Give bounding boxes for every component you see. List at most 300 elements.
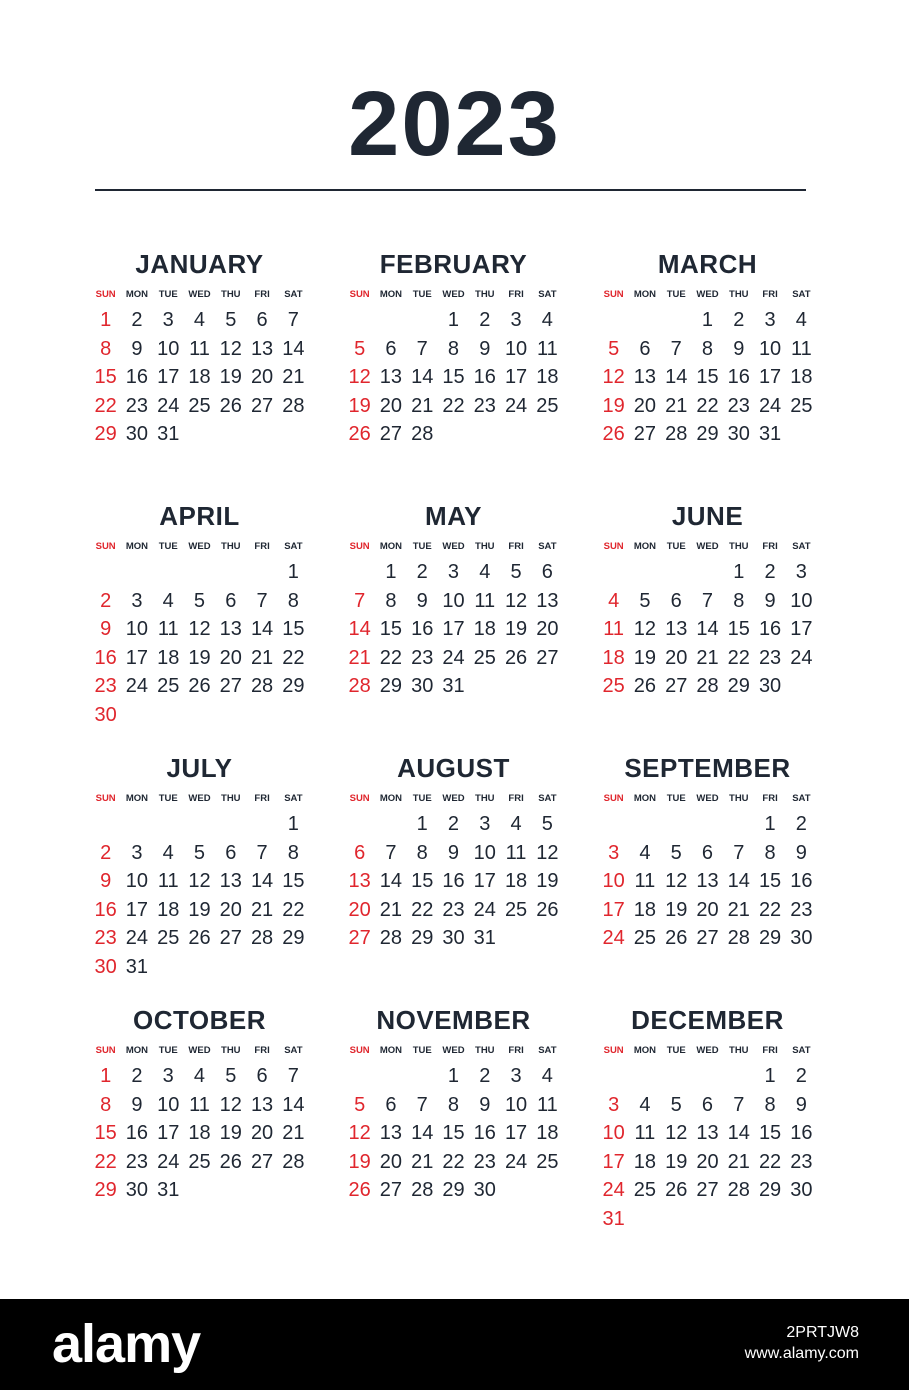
- weekday-label: THU: [729, 289, 749, 300]
- day-number: 16: [758, 618, 782, 640]
- weekday-label: FRI: [254, 289, 270, 300]
- day-grid: [598, 558, 817, 701]
- day-number: 25: [157, 927, 180, 949]
- day-number: 23: [790, 1150, 813, 1173]
- day-number: 29: [727, 675, 750, 697]
- day-number: 26: [633, 675, 657, 697]
- day-number: 24: [125, 675, 149, 697]
- weekday-label: FRI: [508, 541, 524, 552]
- day-number: 1: [733, 561, 745, 583]
- day-number: 22: [94, 394, 117, 417]
- day-number: 10: [504, 1093, 528, 1116]
- day-number: 24: [602, 1179, 625, 1201]
- day-number: 17: [602, 898, 625, 921]
- weekday-label: SUN: [95, 793, 116, 804]
- weekday-label: MON: [125, 541, 148, 552]
- day-number: 27: [696, 1179, 719, 1201]
- day-number: 23: [442, 898, 465, 921]
- empty-day: [598, 810, 629, 839]
- weekday-label: TUE: [666, 289, 686, 300]
- empty-day: [692, 1062, 723, 1091]
- day-number: 9: [479, 1093, 491, 1116]
- day-number: 8: [447, 1093, 460, 1116]
- month-name: FEBRUARY: [379, 249, 528, 279]
- empty-day: [598, 1062, 629, 1091]
- day-number: 20: [219, 898, 242, 921]
- day-number: 7: [385, 841, 397, 864]
- day-number: 17: [790, 618, 813, 640]
- day-number: 22: [411, 898, 434, 921]
- empty-day: [153, 558, 184, 587]
- empty-day: [344, 1062, 375, 1091]
- day-number: 8: [287, 841, 299, 864]
- day-number: 7: [701, 589, 714, 612]
- day-number: 1: [764, 1065, 776, 1087]
- day-number: 16: [727, 366, 750, 388]
- weekday-label: WED: [188, 289, 211, 300]
- day-number: 21: [250, 898, 274, 921]
- day-number: 6: [701, 1093, 714, 1116]
- day-number: 30: [94, 703, 117, 726]
- day-number: 1: [287, 813, 299, 835]
- month-name: DECEMBER: [631, 1005, 784, 1035]
- weekday-label: THU: [221, 289, 241, 300]
- alamy-logo: alamy: [52, 1314, 201, 1374]
- day-number: 9: [100, 618, 112, 640]
- day-number: 18: [790, 366, 813, 388]
- day-number: 30: [473, 1179, 496, 1201]
- day-number: 11: [157, 618, 179, 640]
- empty-day: [344, 558, 375, 587]
- day-number: 23: [94, 675, 117, 697]
- day-number: 17: [473, 870, 496, 892]
- day-number: 29: [758, 1179, 782, 1201]
- day-number: 10: [602, 1122, 625, 1144]
- empty-day: [121, 810, 152, 839]
- day-number: 23: [790, 898, 813, 921]
- day-number: 8: [100, 1093, 112, 1116]
- weekday-label: FRI: [762, 1045, 778, 1056]
- weekday-label: SAT: [792, 289, 811, 300]
- day-number: 21: [411, 394, 434, 417]
- day-number: 28: [379, 927, 403, 949]
- empty-day: [215, 558, 246, 587]
- empty-day: [344, 810, 375, 839]
- weekday-label: FRI: [254, 541, 270, 552]
- day-number: 2: [795, 1065, 807, 1087]
- day-number: 19: [536, 870, 559, 892]
- day-number: 31: [473, 927, 496, 949]
- day-number: 5: [354, 1093, 366, 1116]
- weekday-label: WED: [442, 289, 465, 300]
- day-number: 6: [385, 337, 397, 360]
- day-number: 19: [188, 898, 211, 921]
- weekday-label: WED: [442, 793, 465, 804]
- weekday-label: FRI: [254, 793, 270, 804]
- day-number: 14: [282, 1093, 305, 1116]
- day-number: 9: [100, 870, 112, 892]
- day-number: 24: [602, 927, 625, 949]
- day-number: 24: [758, 394, 782, 417]
- month-name: MAY: [425, 501, 482, 531]
- day-number: 15: [282, 870, 305, 892]
- day-number: 23: [473, 394, 496, 417]
- day-number: 17: [125, 646, 149, 669]
- day-number: 25: [536, 1150, 559, 1173]
- day-number: 3: [162, 1065, 174, 1087]
- day-number: 24: [790, 646, 813, 669]
- weekday-label: THU: [221, 793, 241, 804]
- day-number: 16: [125, 366, 149, 388]
- day-grid: [344, 810, 563, 953]
- day-number: 20: [633, 394, 657, 417]
- day-number: 21: [727, 898, 750, 921]
- day-number: 26: [665, 927, 688, 949]
- day-number: 12: [348, 366, 371, 388]
- day-number: 23: [94, 927, 117, 949]
- month-march: [598, 248, 817, 500]
- day-grid: [598, 1062, 817, 1233]
- day-number: 29: [379, 675, 403, 697]
- day-number: 31: [442, 675, 465, 697]
- day-number: 5: [225, 1065, 237, 1087]
- empty-day: [153, 810, 184, 839]
- weekday-label: THU: [729, 1045, 749, 1056]
- day-number: 7: [287, 1065, 299, 1087]
- day-number: 5: [354, 337, 366, 360]
- day-number: 31: [125, 955, 149, 978]
- day-number: 2: [100, 589, 112, 612]
- day-number: 3: [162, 309, 174, 331]
- day-number: 27: [348, 927, 371, 949]
- day-number: 7: [416, 1093, 428, 1116]
- empty-day: [629, 1062, 660, 1091]
- empty-day: [375, 306, 406, 335]
- weekday-header: [344, 792, 563, 806]
- footer-info: [745, 1323, 859, 1365]
- weekday-header: [90, 792, 309, 806]
- day-number: 25: [473, 646, 496, 669]
- day-number: 30: [790, 927, 813, 949]
- day-number: 28: [348, 675, 371, 697]
- month-name: JUNE: [671, 501, 744, 531]
- day-number: 19: [188, 646, 211, 669]
- weekday-label: SUN: [349, 289, 370, 300]
- day-number: 18: [536, 366, 559, 388]
- day-number: 9: [416, 589, 428, 612]
- day-number: 2: [131, 1065, 143, 1087]
- empty-day: [246, 810, 277, 839]
- day-grid: [90, 810, 309, 981]
- empty-day: [629, 558, 660, 587]
- year-title: 2023: [348, 73, 561, 175]
- day-number: 5: [608, 337, 620, 360]
- day-number: 10: [157, 1093, 180, 1116]
- day-number: 5: [670, 841, 682, 864]
- day-number: 17: [157, 1122, 180, 1144]
- weekday-label: TUE: [158, 289, 178, 300]
- day-number: 22: [758, 1150, 782, 1173]
- weekday-label: SAT: [792, 1045, 811, 1056]
- weekday-label: TUE: [666, 1045, 686, 1056]
- day-number: 4: [639, 841, 651, 864]
- weekday-label: MON: [379, 793, 402, 804]
- empty-day: [629, 810, 660, 839]
- day-number: 3: [131, 841, 143, 864]
- day-number: 25: [602, 675, 625, 697]
- day-number: 6: [639, 337, 651, 360]
- day-number: 9: [795, 841, 807, 864]
- day-number: 1: [701, 309, 714, 331]
- weekday-label: THU: [475, 289, 495, 300]
- day-number: 11: [505, 841, 527, 864]
- day-number: 24: [125, 927, 149, 949]
- day-number: 16: [411, 618, 434, 640]
- day-number: 13: [250, 1093, 274, 1116]
- day-number: 21: [379, 898, 403, 921]
- day-number: 10: [602, 870, 625, 892]
- day-number: 19: [504, 618, 528, 640]
- day-number: 3: [447, 561, 460, 583]
- weekday-label: WED: [188, 541, 211, 552]
- day-number: 26: [504, 646, 528, 669]
- day-number: 27: [219, 675, 242, 697]
- day-number: 7: [256, 841, 268, 864]
- day-number: 17: [504, 366, 528, 388]
- footer-bar: [0, 1299, 909, 1390]
- months-grid: [90, 248, 817, 1256]
- day-number: 27: [250, 394, 274, 417]
- day-number: 4: [541, 1065, 553, 1087]
- day-number: 4: [510, 813, 522, 835]
- day-number: 13: [696, 870, 719, 892]
- day-number: 11: [536, 337, 558, 360]
- day-number: 6: [256, 309, 268, 331]
- day-number: 30: [442, 927, 465, 949]
- day-number: 30: [727, 423, 750, 445]
- day-number: 12: [633, 618, 657, 640]
- day-number: 10: [504, 337, 528, 360]
- weekday-label: SUN: [349, 541, 370, 552]
- month-name: AUGUST: [397, 753, 510, 783]
- day-number: 5: [510, 561, 522, 583]
- weekday-label: FRI: [762, 541, 778, 552]
- weekday-header: [598, 288, 817, 302]
- day-number: 6: [225, 841, 237, 864]
- day-number: 16: [790, 870, 813, 892]
- day-number: 28: [665, 423, 688, 445]
- empty-day: [692, 810, 723, 839]
- day-number: 16: [94, 898, 117, 921]
- day-number: 4: [479, 561, 491, 583]
- weekday-label: SAT: [538, 1045, 557, 1056]
- day-number: 29: [411, 927, 434, 949]
- day-number: 28: [411, 1179, 434, 1201]
- day-number: 14: [696, 618, 719, 640]
- day-number: 28: [727, 927, 750, 949]
- day-number: 20: [379, 1150, 403, 1173]
- weekday-label: SAT: [284, 793, 303, 804]
- day-number: 3: [131, 589, 143, 612]
- day-number: 9: [795, 1093, 807, 1116]
- weekday-header: [598, 792, 817, 806]
- day-number: 5: [193, 589, 206, 612]
- day-number: 3: [608, 841, 620, 864]
- day-number: 13: [665, 618, 688, 640]
- day-number: 14: [348, 618, 371, 640]
- weekday-label: THU: [475, 1045, 495, 1056]
- day-number: 26: [348, 1179, 371, 1201]
- day-number: 30: [758, 675, 782, 697]
- weekday-label: FRI: [254, 1045, 270, 1056]
- empty-day: [598, 558, 629, 587]
- day-number: 8: [287, 589, 299, 612]
- day-number: 17: [125, 898, 149, 921]
- day-number: 25: [790, 394, 813, 417]
- day-number: 5: [670, 1093, 682, 1116]
- empty-day: [246, 558, 277, 587]
- weekday-label: FRI: [508, 793, 524, 804]
- weekday-label: THU: [729, 541, 749, 552]
- day-number: 23: [758, 646, 782, 669]
- day-number: 18: [157, 646, 180, 669]
- day-number: 6: [354, 841, 366, 864]
- weekday-label: SAT: [284, 1045, 303, 1056]
- day-number: 15: [442, 366, 465, 388]
- day-number: 26: [348, 423, 371, 445]
- day-number: 4: [639, 1093, 651, 1116]
- empty-day: [661, 810, 692, 839]
- month-name: NOVEMBER: [376, 1005, 531, 1035]
- month-september: [598, 752, 817, 1004]
- day-number: 19: [633, 646, 657, 669]
- day-number: 18: [633, 898, 657, 921]
- weekday-header: [598, 540, 817, 554]
- day-number: 10: [758, 337, 782, 360]
- day-number: 19: [219, 1122, 242, 1144]
- day-number: 2: [764, 561, 776, 583]
- day-number: 21: [665, 394, 688, 417]
- day-number: 13: [348, 870, 371, 892]
- weekday-label: FRI: [508, 289, 524, 300]
- day-number: 3: [510, 1065, 522, 1087]
- day-number: 4: [193, 1065, 206, 1087]
- day-number: 28: [250, 675, 274, 697]
- weekday-header: [90, 1044, 309, 1058]
- day-number: 22: [94, 1150, 117, 1173]
- weekday-label: TUE: [412, 541, 432, 552]
- day-number: 11: [603, 618, 625, 640]
- weekday-label: MON: [633, 1045, 656, 1056]
- day-number: 27: [250, 1150, 274, 1173]
- day-number: 7: [287, 309, 299, 331]
- day-number: 4: [541, 309, 553, 331]
- day-number: 3: [608, 1093, 620, 1116]
- empty-day: [692, 558, 723, 587]
- day-grid: [344, 1062, 563, 1205]
- day-grid: [598, 306, 817, 449]
- day-number: 31: [758, 423, 782, 445]
- day-number: 15: [696, 366, 719, 388]
- day-number: 4: [162, 841, 174, 864]
- day-number: 21: [696, 646, 719, 669]
- day-number: 10: [157, 337, 180, 360]
- day-number: 12: [504, 589, 528, 612]
- day-number: 8: [764, 841, 776, 864]
- day-number: 5: [541, 813, 553, 835]
- day-number: 5: [193, 841, 206, 864]
- day-number: 1: [100, 309, 112, 331]
- day-number: 2: [479, 1065, 491, 1087]
- day-number: 3: [795, 561, 807, 583]
- day-number: 28: [411, 423, 434, 445]
- day-number: 23: [125, 394, 149, 417]
- month-december: [598, 1004, 817, 1256]
- day-number: 13: [379, 366, 403, 388]
- day-number: 9: [479, 337, 491, 360]
- day-number: 13: [633, 366, 657, 388]
- day-number: 19: [348, 1150, 371, 1173]
- day-number: 8: [447, 337, 460, 360]
- empty-day: [215, 810, 246, 839]
- weekday-header: [344, 288, 563, 302]
- empty-day: [598, 306, 629, 335]
- day-number: 3: [510, 309, 522, 331]
- day-number: 22: [442, 1150, 465, 1173]
- month-april: [90, 500, 309, 752]
- weekday-label: SAT: [792, 541, 811, 552]
- weekday-label: MON: [125, 1045, 148, 1056]
- image-id: 2PRTJW8: [786, 1324, 859, 1341]
- day-number: 29: [442, 1179, 465, 1201]
- day-number: 12: [665, 870, 688, 892]
- day-number: 18: [633, 1150, 657, 1173]
- day-number: 6: [225, 589, 237, 612]
- day-number: 28: [282, 1150, 305, 1173]
- day-number: 27: [379, 1179, 403, 1201]
- day-number: 6: [256, 1065, 268, 1087]
- day-number: 1: [447, 309, 460, 331]
- day-number: 2: [447, 813, 460, 835]
- day-number: 13: [696, 1122, 719, 1144]
- day-number: 19: [348, 394, 371, 417]
- day-number: 23: [727, 394, 750, 417]
- day-number: 15: [758, 870, 782, 892]
- day-number: 29: [94, 423, 117, 445]
- weekday-header: [344, 1044, 563, 1058]
- weekday-label: WED: [442, 1045, 465, 1056]
- weekday-label: MON: [633, 289, 656, 300]
- day-number: 2: [795, 813, 807, 835]
- empty-day: [723, 1062, 754, 1091]
- day-number: 8: [416, 841, 428, 864]
- month-january: [90, 248, 309, 500]
- day-number: 10: [442, 589, 465, 612]
- day-number: 19: [219, 366, 242, 388]
- day-number: 20: [696, 898, 719, 921]
- day-number: 4: [162, 589, 174, 612]
- day-number: 25: [157, 675, 180, 697]
- day-number: 26: [219, 394, 242, 417]
- day-number: 1: [287, 561, 299, 583]
- day-number: 10: [790, 589, 813, 612]
- day-number: 25: [633, 1179, 657, 1201]
- day-number: 24: [157, 394, 180, 417]
- day-number: 3: [764, 309, 776, 331]
- day-number: 2: [131, 309, 143, 331]
- day-number: 28: [250, 927, 274, 949]
- day-number: 27: [665, 675, 688, 697]
